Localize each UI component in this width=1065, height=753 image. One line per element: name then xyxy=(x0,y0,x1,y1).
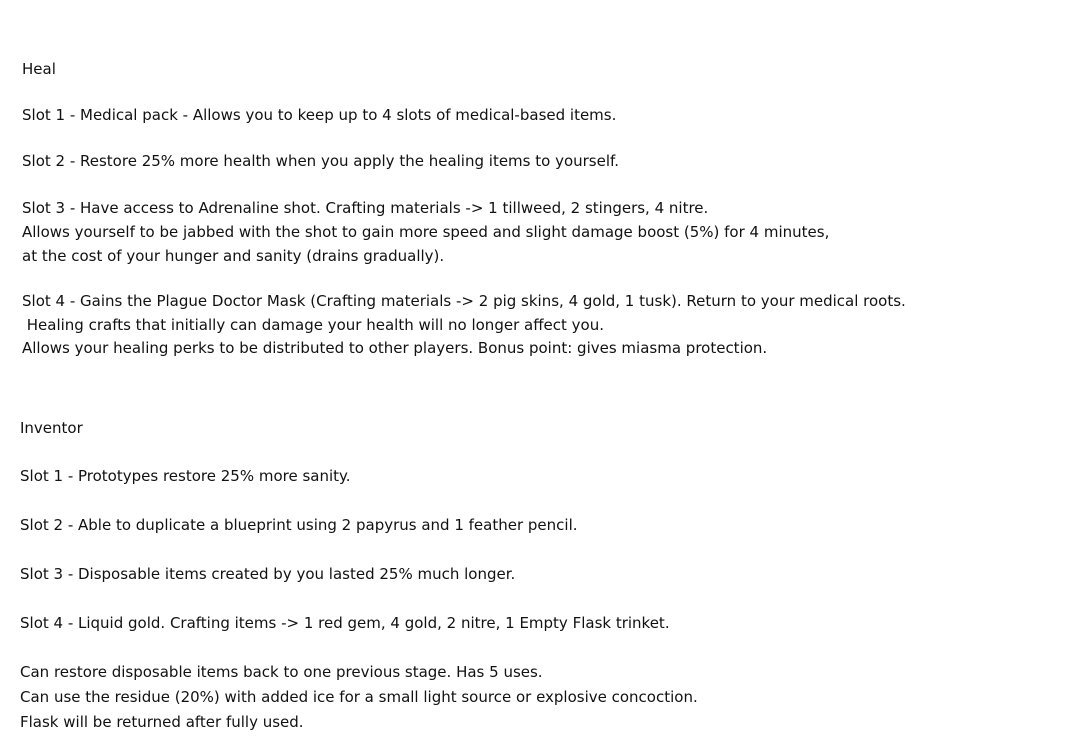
heal-slot-3-line-1: Slot 3 - Have access to Adrenaline shot. Crafting materials -> 1 tillweed, 2 stingers, 4 nitre. xyxy=(22,199,709,217)
inventor-note-3: Flask will be returned after fully used. xyxy=(20,713,304,731)
inventor-heading: Inventor xyxy=(20,419,83,437)
inventor-slot-4: Slot 4 - Liquid gold. Crafting items -> 1 red gem, 4 gold, 2 nitre, 1 Empty Flask trinket. xyxy=(20,614,670,632)
heal-heading: Heal xyxy=(22,60,56,78)
heal-slot-3-line-2: Allows yourself to be jabbed with the shot to gain more speed and slight damage boost (5%) for 4 minutes, xyxy=(22,223,830,241)
inventor-slot-1: Slot 1 - Prototypes restore 25% more sanity. xyxy=(20,467,351,485)
inventor-note-1: Can restore disposable items back to one previous stage. Has 5 uses. xyxy=(20,663,543,681)
inventor-note-2: Can use the residue (20%) with added ice for a small light source or explosive concoction. xyxy=(20,688,698,706)
heal-slot-3-line-3: at the cost of your hunger and sanity (drains gradually). xyxy=(22,247,445,265)
inventor-slot-2: Slot 2 - Able to duplicate a blueprint using 2 papyrus and 1 feather pencil. xyxy=(20,516,578,534)
inventor-slot-3: Slot 3 - Disposable items created by you lasted 25% much longer. xyxy=(20,565,516,583)
heal-slot-2: Slot 2 - Restore 25% more health when you apply the healing items to yourself. xyxy=(22,152,619,170)
heal-slot-4-line-2: Healing crafts that initially can damage your health will no longer affect you. xyxy=(22,316,604,334)
heal-slot-4-line-3: Allows your healing perks to be distributed to other players. Bonus point: gives miasma protection. xyxy=(22,339,768,357)
heal-slot-1: Slot 1 - Medical pack - Allows you to keep up to 4 slots of medical-based items. xyxy=(22,106,617,124)
heal-slot-4-line-1: Slot 4 - Gains the Plague Doctor Mask (Crafting materials -> 2 pig skins, 4 gold, 1 tusk). Return to your medical roots. xyxy=(22,292,906,310)
